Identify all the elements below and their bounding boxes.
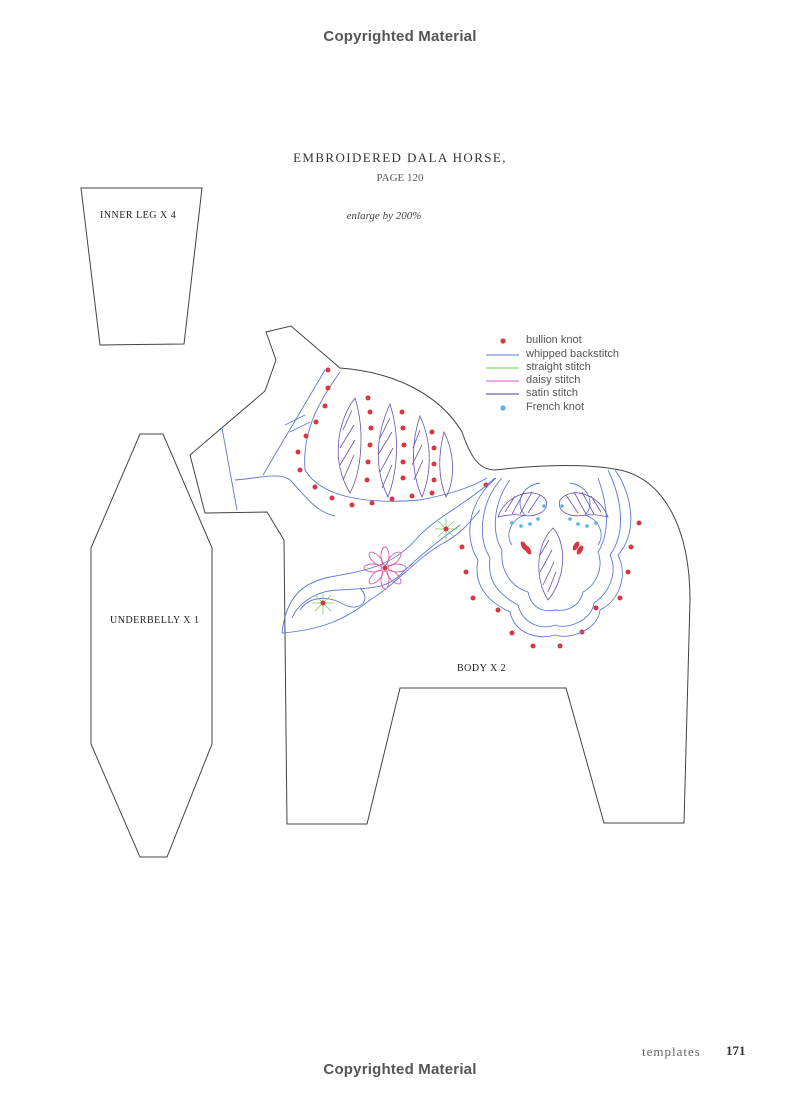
daisy-center bbox=[383, 566, 388, 571]
legend-label-satin-stitch: satin stitch bbox=[526, 387, 578, 399]
star-center-1 bbox=[321, 601, 326, 606]
underbelly-outline bbox=[91, 434, 212, 857]
footer-section: templates bbox=[642, 1044, 701, 1059]
watermark-bottom: Copyrighted Material bbox=[323, 1061, 477, 1078]
enlarge-instruction: enlarge by 200% bbox=[346, 210, 422, 222]
legend-label-straight-stitch: straight stitch bbox=[526, 361, 591, 373]
legend-marks bbox=[486, 338, 519, 410]
underbelly-label: UNDERBELLY X 1 bbox=[110, 615, 200, 626]
body-label: BODY X 2 bbox=[457, 663, 507, 674]
legend-label-whipped-backstitch: whipped backstitch bbox=[526, 348, 619, 360]
body-outline bbox=[190, 326, 690, 824]
legend-bullion-knot-icon bbox=[500, 338, 505, 343]
watermark-top: Copyrighted Material bbox=[323, 28, 477, 45]
template-title: EMBROIDERED DALA HORSE, bbox=[293, 150, 507, 165]
star-center-2 bbox=[444, 527, 449, 532]
legend-label-bullion-knot: bullion knot bbox=[526, 334, 582, 346]
legend-label-daisy-stitch: daisy stitch bbox=[526, 374, 581, 386]
legend-french-knot-icon bbox=[500, 405, 505, 410]
footer-page-number: 171 bbox=[726, 1043, 746, 1058]
saddle-motifs bbox=[498, 492, 608, 600]
page-reference: PAGE 120 bbox=[376, 172, 424, 184]
legend-label-french-knot: French knot bbox=[526, 401, 585, 413]
inner-leg-label: INNER LEG X 4 bbox=[100, 210, 177, 221]
